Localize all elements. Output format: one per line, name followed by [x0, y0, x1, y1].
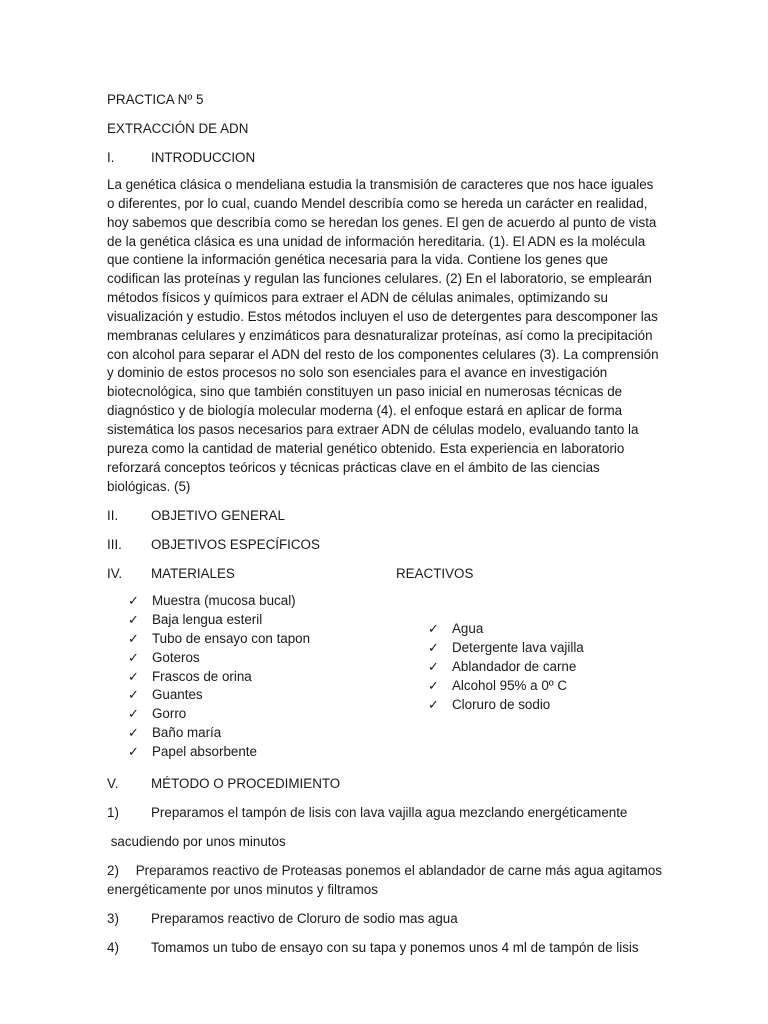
reactivos-heading: REACTIVOS	[396, 566, 474, 582]
step-text: Preparamos el tampón de lisis con lava vajilla agua mezclando energéticamente	[151, 805, 628, 821]
section-metodo-heading	[107, 774, 662, 793]
list-item: ✓ Detergente lava vajilla	[428, 639, 584, 658]
materiales-list	[128, 592, 310, 761]
section-label: MATERIALES	[151, 566, 235, 582]
check-icon: ✓	[128, 668, 139, 684]
list-item: ✓ Papel absorbente	[128, 743, 310, 762]
section-label: MÉTODO O PROCEDIMIENTO	[151, 776, 341, 792]
list-item: ✓ Goteros	[128, 649, 310, 668]
step-1	[107, 803, 662, 822]
step-text: Tomamos un tubo de ensayo con su tapa y ponemos unos 4 ml de tampón de lisis	[151, 940, 639, 956]
check-icon: ✓	[128, 724, 139, 740]
list-item: ✓ Gorro	[128, 705, 310, 724]
reactivos-list	[428, 620, 584, 714]
section-objetivo-general-heading	[107, 506, 662, 525]
check-icon: ✓	[128, 649, 139, 665]
section-number: III.	[107, 537, 122, 553]
check-icon: ✓	[428, 658, 439, 674]
page-subtitle: EXTRACCIÓN DE ADN	[107, 121, 249, 136]
step-number: 1)	[107, 805, 119, 821]
section-objetivos-especificos-heading	[107, 535, 662, 554]
list-item: ✓ Baja lengua esteril	[128, 611, 310, 630]
check-icon: ✓	[128, 593, 139, 609]
check-icon: ✓	[128, 743, 139, 759]
lists-block	[107, 592, 662, 762]
section-number: II.	[107, 508, 119, 524]
check-icon: ✓	[428, 696, 439, 712]
section-number: V.	[107, 776, 119, 792]
step-text: Preparamos reactivo de Proteasas ponemos el ablandador de carne más agua agitamos	[135, 863, 662, 879]
list-item: ✓ Guantes	[128, 686, 310, 705]
list-item: ✓ Alcohol 95% a 0º C	[428, 677, 584, 696]
step-4	[107, 938, 662, 957]
step-number: 4)	[107, 940, 119, 956]
section-intro-heading	[107, 148, 662, 167]
document-page	[107, 90, 662, 957]
check-icon: ✓	[128, 706, 139, 722]
list-item: ✓ Muestra (mucosa bucal)	[128, 592, 310, 611]
list-item: ✓ Ablandador de carne	[428, 658, 584, 677]
step-text: Preparamos reactivo de Cloruro de sodio mas agua	[151, 911, 458, 927]
step-3	[107, 909, 662, 928]
list-item: ✓ Agua	[428, 620, 584, 639]
check-icon: ✓	[128, 630, 139, 646]
intro-paragraph: La genética clásica o mendeliana estudia la transmisión de caracteres que nos hace iguales o diferentes, por lo cual, cuando Mendel describía como se hereda un carácter en realidad, hoy sabemos que describía como se heredan los genes. El gen de acuerdo al punto de vista de la genética clásica es una unidad de información hereditaria. (1). El ADN es la molécula que contiene la información genética necesaria para la vida. Contiene los genes que codifican las proteínas y regulan las funciones celulares. (2) En el laboratorio, se emplearán métodos físicos y químicos para extraer el ADN de células animales, optimizando su visualización y estudio. Estos métodos incluyen el uso de detergentes para descomponer las membranas celulares y enzimáticos para desnaturalizar proteínas, así como la precipitación con alcohol para separar el ADN del resto de los componentes celulares (3). La comprensión y dominio de estos procesos no solo son esenciales para el avance en investigación biotecnológica, sino que también constituyen un paso inicial en numerosas técnicas de diagnóstico y de biología molecular moderna (4). el enfoque estará en aplicar de forma sistemática los pasos necesarios para extraer ADN de células modelo, evaluando tanto la pureza como la cantidad de material genético obtenido. Esta experiencia en laboratorio reforzará conceptos teóricos y técnicas prácticas clave en el ámbito de las ciencias biológicas. (5)	[107, 177, 659, 494]
check-icon: ✓	[128, 687, 139, 703]
section-label: INTRODUCCION	[151, 150, 256, 165]
section-number: I.	[107, 150, 115, 165]
check-icon: ✓	[128, 612, 139, 628]
check-icon: ✓	[428, 621, 439, 637]
check-icon: ✓	[428, 677, 439, 693]
list-item: ✓ Baño maría	[128, 724, 310, 743]
check-icon: ✓	[428, 640, 439, 656]
step-number: 3)	[107, 911, 119, 927]
list-item: ✓ Frascos de orina	[128, 668, 310, 687]
section-label: OBJETIVO GENERAL	[151, 508, 285, 524]
step-1-continuation: sacudiendo por unos minutos	[107, 834, 286, 850]
list-item: ✓ Cloruro de sodio	[428, 696, 584, 715]
step-text-continued: energéticamente por unos minutos y filtramos	[107, 882, 378, 898]
section-materiales-heading	[107, 564, 662, 583]
list-item: ✓ Tubo de ensayo con tapon	[128, 630, 310, 649]
section-number: IV.	[107, 566, 123, 582]
section-label: OBJETIVOS ESPECÍFICOS	[151, 537, 320, 553]
page-title: PRACTICA Nº 5	[107, 92, 204, 107]
step-2	[107, 861, 662, 899]
step-number: 2)	[107, 863, 119, 879]
